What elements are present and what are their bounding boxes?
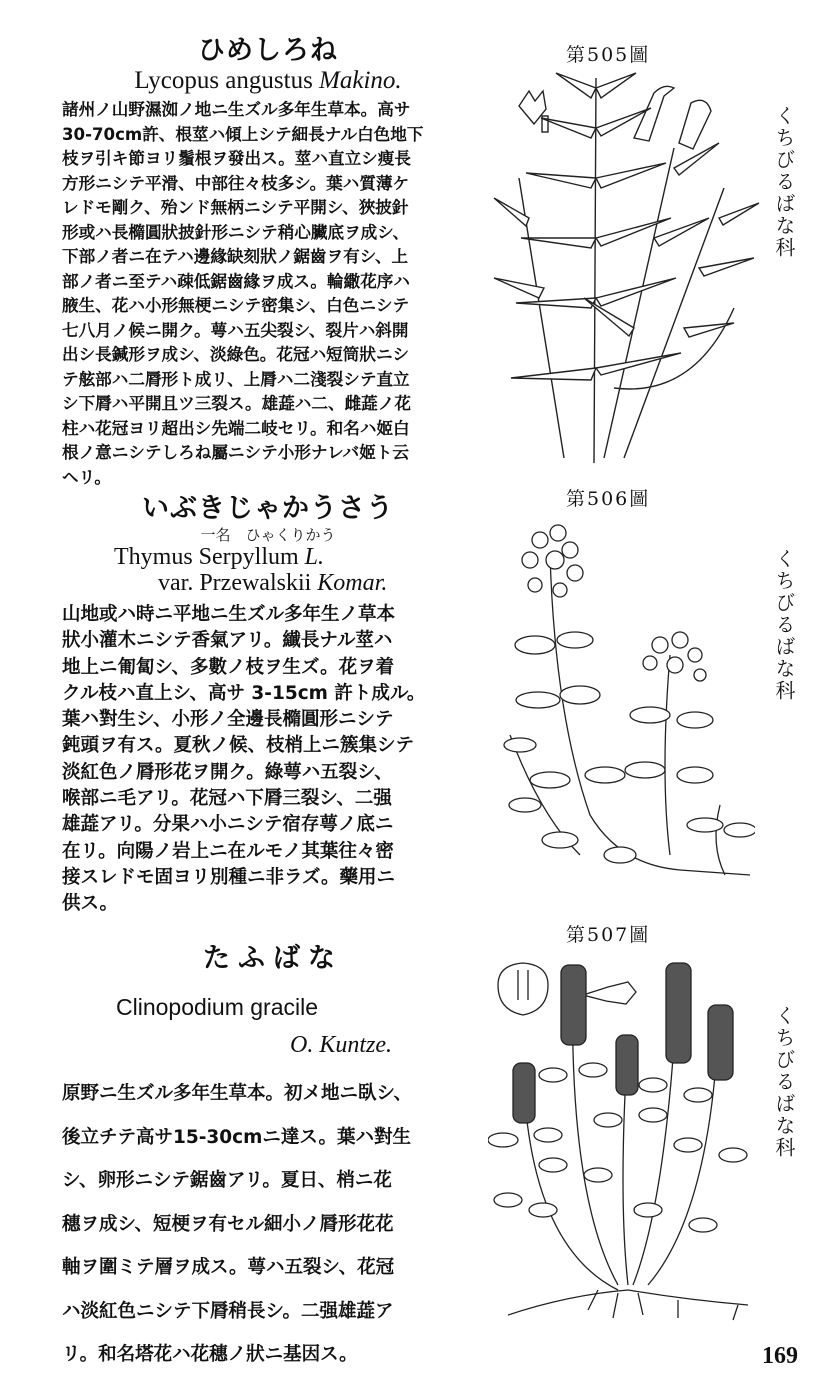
text-line: 淡紅色ノ脣形花ヲ開ク。綠萼ハ五裂シ、 — [62, 761, 393, 783]
latin-name — [62, 994, 474, 1020]
entry-tafubana — [62, 942, 474, 1377]
text-line: 下部ノ者ニ在テハ邊緣缺刻狀ノ鋸齒ヲ有シ、上 — [62, 247, 409, 266]
text-line: 部ノ者ニ至テハ疎低鋸齒緣ヲ成ス。輪繖花序ハ — [62, 271, 410, 291]
text-line: シ、卵形ニシテ鋸齒アリ。夏日、梢ニ花 — [62, 1170, 392, 1191]
latin-author: Makino. — [319, 67, 402, 94]
text-line: 供ス。 — [62, 893, 119, 915]
family-label: くちびるばな科 — [772, 548, 796, 702]
entry-description — [62, 602, 474, 918]
text-line: 雄蕋アリ。分果ハ小ニシテ宿存萼ノ底ニ — [62, 814, 394, 836]
latin-variety-name: var. Przewalskii — [158, 570, 312, 596]
text-line: リ。和名塔花ハ花穗ノ狀ニ基因ス。 — [62, 1344, 358, 1365]
figure-label: 第506圖 — [566, 488, 651, 510]
text-line: 出シ長鍼形ヲ成シ、淡綠色。花冠ハ短筒狀ニシ — [62, 345, 410, 364]
text-line: 30-70cm許、根莖ハ傾上シテ細長ナル白色地下 — [62, 124, 424, 144]
text-line: レドモ剛ク、殆ンド無柄ニシテ平開シ、狹披針 — [62, 198, 409, 217]
text-line: 根ノ意ニシテしろね屬ニシテ小形ナレバ姬ト云 — [62, 443, 409, 462]
text-line: 狀小灌木ニシテ香氣アリ。纎長ナル莖ハ — [62, 630, 393, 652]
entry-description — [62, 98, 474, 490]
text-line: 地上ニ匍匐シ、多數ノ枝ヲ生ズ。花ヲ着 — [62, 656, 395, 678]
text-line: ハ淡紅色ニシテ下脣稍長シ。二强雄蕋ア — [62, 1300, 394, 1322]
text-line: テ舷部ハ二脣形ト成リ、上脣ハ二淺裂シテ直立 — [62, 369, 410, 389]
text-line: 山地或ハ時ニ平地ニ生ズル多年生ノ草本 — [62, 604, 396, 625]
latin-binomial: Thymus Serpyllum — [114, 544, 299, 570]
latin-author: L. — [304, 544, 325, 570]
text-line: 諸州ノ山野濕洳ノ地ニ生ズル多年生草本。高サ — [62, 100, 411, 119]
latin-variety-author: Komar. — [317, 570, 388, 596]
entry-ibukijakousou — [62, 492, 474, 918]
text-line: 原野ニ生ズル多年生草本。初メ地ニ臥シ、 — [62, 1083, 413, 1104]
text-line: 葉ハ對生シ、小形ノ全邊長橢圓形ニシテ — [62, 709, 394, 731]
text-line: クル枝ハ直上シ、高サ 3-15cm 許ト成ル。 — [62, 682, 426, 704]
latin-variety — [62, 570, 474, 596]
text-line: 方形ニシテ平滑、中部往々枝多シ。葉ハ質薄ケ — [62, 173, 410, 193]
text-line: 腋生、花ハ小形無梗ニシテ密集シ、白色ニシテ — [62, 296, 410, 315]
text-line: シ下脣ハ平開且ツ三裂ス。雄蕋ハ二、雌蕋ノ花 — [62, 394, 411, 413]
text-line: 形或ハ長橢圓狀披針形ニシテ稍心臟底ヲ成シ、 — [62, 222, 410, 242]
page-number: 169 — [762, 1343, 798, 1369]
text-line: 接スレドモ固ヨリ別種ニ非ラズ。藥用ニ — [62, 866, 396, 888]
text-line: 穗ヲ成シ、短梗ヲ有セル細小ノ脣形花花 — [62, 1213, 394, 1235]
entry-title-jp: ひめしろね — [198, 35, 338, 66]
lycopus-angustus-illustration — [484, 68, 769, 463]
text-line: 柱ハ花冠ヨリ超出シ先端二岐セリ。和名ハ姬白 — [62, 418, 410, 438]
entry-description — [62, 1072, 474, 1377]
text-line: ヘリ。 — [62, 467, 111, 487]
latin-binomial: Lycopus angustus — [134, 67, 313, 94]
text-line: 在リ。向陽ノ岩上ニ在ルモノ其葉往々密 — [62, 840, 394, 862]
text-line: 軸ヲ圍ミテ層ヲ成ス。萼ハ五裂シ、花冠 — [62, 1257, 395, 1278]
family-label: くちびるばな科 — [772, 105, 796, 259]
entry-title-jp: いぶきじゃかうさう — [142, 493, 394, 524]
latin-name — [62, 544, 474, 570]
family-label: くちびるばな科 — [772, 1005, 796, 1159]
entry-title-jp: たふばな — [203, 943, 343, 974]
alias-name: 一名 ひゃくりかう — [200, 526, 336, 544]
text-line: 七八月ノ候ニ開ク。萼ハ五尖裂シ、裂片ハ斜開 — [62, 320, 409, 340]
text-line: 枝ヲ引キ節ヨリ鬚根ヲ發出ス。莖ハ直立シ痩長 — [62, 149, 411, 168]
clinopodium-gracile-illustration — [488, 945, 768, 1345]
latin-binomial: Clinopodium gracile — [116, 994, 318, 1020]
text-line: 喉部ニ毛アリ。花冠ハ下脣三裂シ、二强 — [62, 788, 392, 810]
text-line: 鈍頭ヲ有ス。夏秋ノ候、枝梢上ニ簇集シテ — [62, 735, 415, 757]
latin-author: O. Kuntze. — [290, 1032, 392, 1058]
latin-name — [62, 68, 474, 94]
figure-label: 第507圖 — [566, 924, 651, 946]
latin-author-line — [62, 1032, 474, 1058]
figure-label: 第505圖 — [566, 44, 651, 66]
entry-himeshirone — [62, 34, 474, 490]
thymus-serpyllum-illustration — [500, 515, 755, 895]
text-line: 後立チテ高サ15-30cmニ達ス。葉ハ對生 — [62, 1126, 411, 1148]
